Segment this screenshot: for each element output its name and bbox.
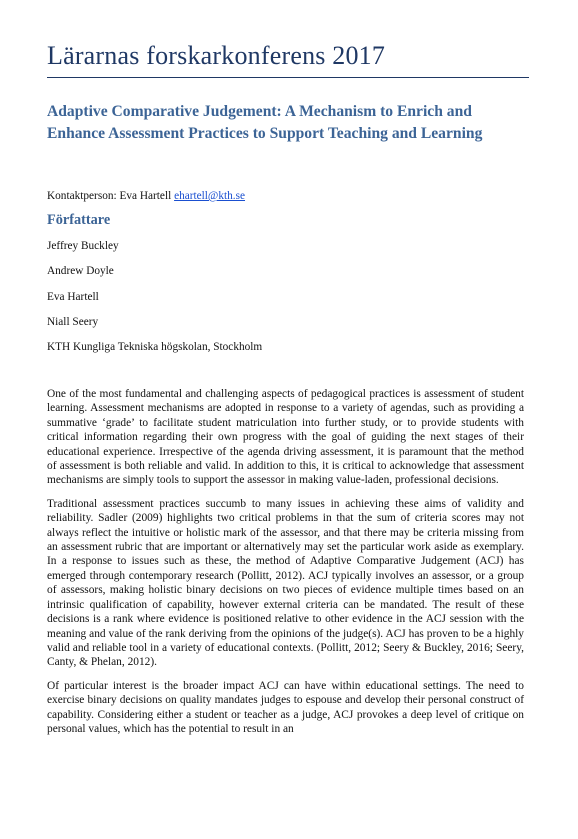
authors-heading: Författare — [47, 212, 111, 228]
author-affiliation: KTH Kungliga Tekniska högskolan, Stockholm — [47, 341, 263, 354]
author-item: Eva Hartell — [47, 290, 99, 303]
body-paragraph: Traditional assessment practices succumb to many issues in achieving these aims of validity and reliability. Sadler (2009) highlights two critical problems in that the sum of criteria scores may not always reflect the intuitive or holistic mark of the assessor, and that there may be criteria missing from an assessment rubric that are important or alternatively may set the particular work aside as exemplary. In a response to issues such as these, the method of Adaptive Comparative Judgement (ACJ) has emerged through contemporary research (Pollitt, 2012). ACJ typically involves an assessor, or a group of assessors, making holistic binary decisions on two pieces of evidence multiple times based on an intrinsic qualification of capability, however external criteria can be mandated. The result of these decisions is a rank where evidence is positioned relative to other evidence in the ACJ session with the meaning and value of the rank deriving from the opinions of the judge(s). ACJ has proven to be a highly valid and reliable tool in a variety of educational contexts. (Pollitt, 2012; Seery & Buckley, 2016; Seery, Canty, & Phelan, 2012). — [47, 497, 524, 669]
conference-title: Lärarnas forskarkonferens 2017 — [47, 41, 386, 70]
paper-title: Adaptive Comparative Judgement: A Mechanism to Enrich and Enhance Assessment Practices to Support Teaching and Learning — [47, 103, 483, 142]
author-item: Andrew Doyle — [47, 265, 114, 278]
contact-line — [47, 190, 245, 202]
body-text — [47, 387, 524, 745]
contact-label: Kontaktperson: Eva Hartell — [47, 190, 172, 202]
author-item: Jeffrey Buckley — [47, 240, 119, 252]
author-list — [47, 238, 262, 364]
contact-email-link[interactable]: ehartell@kth.se — [174, 190, 246, 202]
body-paragraph: One of the most fundamental and challenging aspects of pedagogical practices is assessment of student learning. Assessment mechanisms are adopted in response to a variety of agendas, such as providing a summative ‘grade’ to facilitate student matriculation into further study, or to provide students with critical information regarding their own progress with the goal of guiding the next stages of their educational experience. Irrespective of the agenda driving assessment, it is paramount that the method of assessment is both reliable and valid. In addition to this, it is critical to acknowledge that assessment mechanisms are simply tools to support the assessor in making value-laden, professional decisions. — [47, 388, 524, 487]
author-item: Niall Seery — [47, 315, 99, 328]
body-paragraph: Of particular interest is the broader impact ACJ can have within educational settings. The need to exercise binary decisions on quality mandates judges to espouse and develop their personal construct of capability. Considering either a student or teacher as a judge, ACJ provokes a deep level of critique on personal values, which has the potential to result in an — [47, 679, 524, 735]
header-divider — [47, 77, 529, 78]
